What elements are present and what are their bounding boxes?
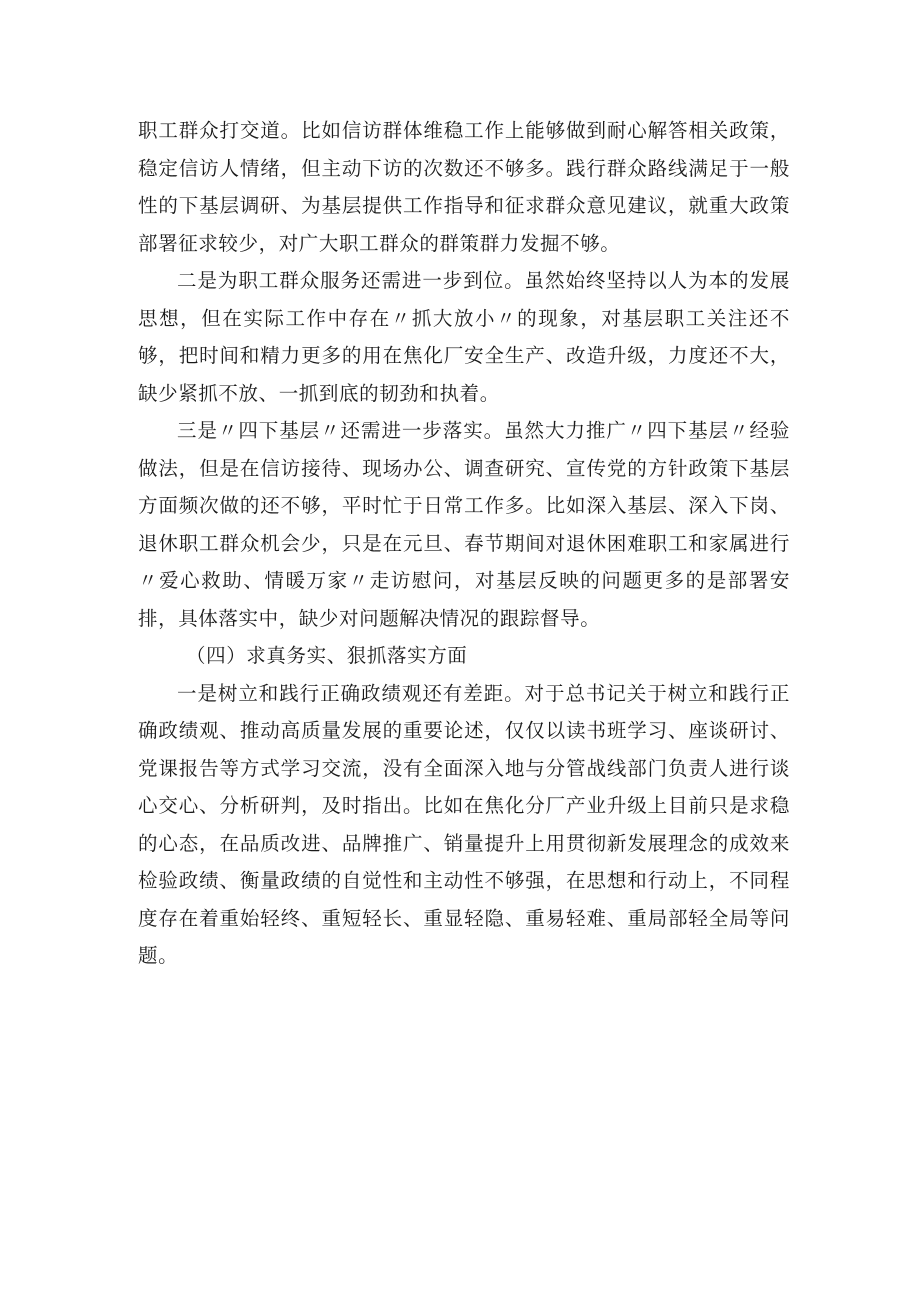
section-heading: （四）求真务实、狠抓落实方面 <box>186 644 468 667</box>
paragraph-point-three: 三是〃四下基层〃还需进一步落实。虽然大力推广〃四下基层〃经验做法，但是在信访接待、现场办公、调查研究、宣传党的方针政策下基层方面频次做的还不够，平时忙于日常工作多。比如深入基层、深入下岗、退休职工群众机会少，只是在元旦、春节期间对退休困难职工和家属进行〃爱心救助、情暖万家〃走访慰问，对基层反映的问题更多的是部署安排，具体落实中，缺少对问题解决情况的跟踪督导。 <box>138 419 790 630</box>
paragraph-point-one: 一是树立和践行正确政绩观还有差距。对于总书记关于树立和践行正确政绩观、推动高质量发展的重要论述，仅仅以读书班学习、座谈研讨、党课报告等方式学习交流，没有全面深入地与分管战线部门负责人进行谈心交心、分析研判，及时指出。比如在焦化分厂产业升级上目前只是求稳的心态，在品质改进、品牌推广、销量提升上用贯彻新发展理念的成效来检验政绩、衡量政绩的自觉性和主动性不够强，在思想和行动上，不同程度存在着重始轻终、重短轻长、重显轻隐、重易轻难、重局部轻全局等问题。 <box>138 681 790 967</box>
paragraph-continuation: 职工群众打交道。比如信访群体维稳工作上能够做到耐心解答相关政策，稳定信访人情绪，但主动下访的次数还不够多。践行群众路线满足于一般性的下基层调研、为基层提供工作指导和征求群众意见建议，就重大政策部署征求较少，对广大职工群众的群策群力发掘不够。 <box>138 119 790 255</box>
paragraph-point-two: 二是为职工群众服务还需进一步到位。虽然始终坚持以人为本的发展思想，但在实际工作中存在〃抓大放小〃的现象，对基层职工关注还不够，把时间和精力更多的用在焦化厂安全生产、改造升级，力度还不大，缺少紧抓不放、一抓到底的韧劲和执着。 <box>138 269 790 405</box>
document-body <box>138 112 790 975</box>
